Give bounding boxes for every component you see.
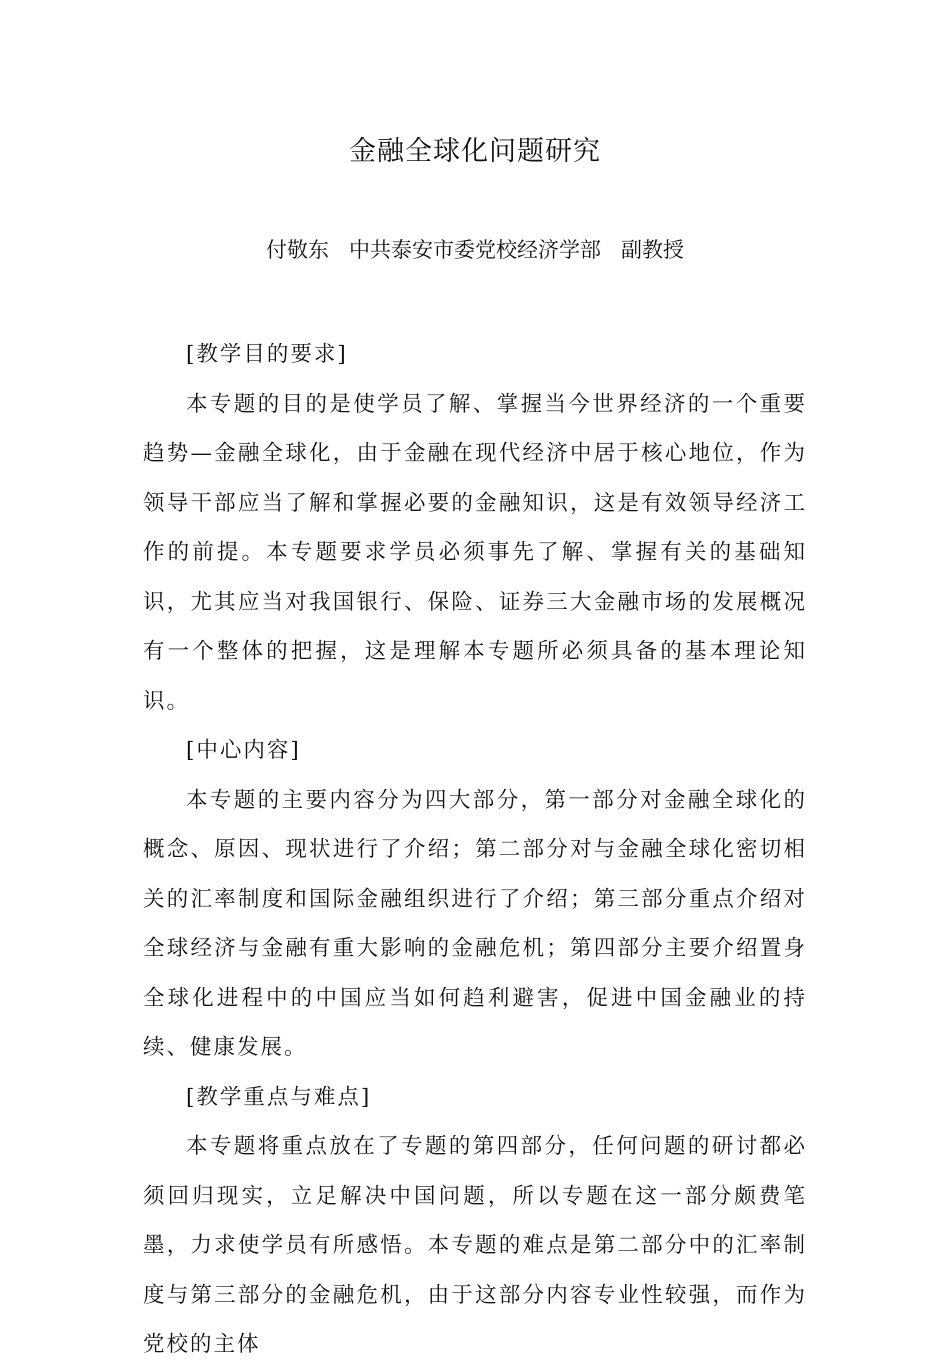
author-name: 付敬东 bbox=[265, 238, 329, 262]
author-position: 副教授 bbox=[621, 238, 685, 262]
section-heading-content: [中心内容] bbox=[186, 738, 301, 763]
section-heading-objectives: [教学目的要求] bbox=[186, 342, 348, 367]
paragraph-key-points: 本专题将重点放在了专题的第四部分，任何问题的研讨都必须回归现实，立足解决中国问题，所以专题在这一部分颇费笔墨，力求使学员有所感悟。本专题的难点是第二部分中的汇率制度与第三部分的金融危机，由于这部分内容专业性较强，而作为党校的主体 bbox=[143, 1134, 807, 1357]
document-title: 金融全球化问题研究 bbox=[349, 136, 601, 167]
section-heading-key-points: [教学重点与难点] bbox=[186, 1084, 372, 1110]
paragraph-content: 本专题的主要内容分为四大部分，第一部分对金融全球化的概念、原因、现状进行了介绍；第二部分对与金融全球化密切相关的汇率制度和国际金融组织进行了介绍；第三部分重点介绍对全球经济与金融有重大影响的金融危机；第四部分主要介绍置身全球化进程中的中国应当如何趋利避害，促进中国金融业的持续、健康发展。 bbox=[143, 787, 807, 1060]
paragraph-objectives: 本专题的目的是使学员了解、掌握当今世界经济的一个重要趋势—金融全球化，由于金融在现代经济中居于核心地位，作为领导干部应当了解和掌握必要的金融知识，这是有效领导经济工作的前提。本专题要求学员必须事先了解、掌握有关的基础知识，尤其应当对我国银行、保险、证券三大金融市场的发展概况有一个整体的把握，这是理解本专题所必须具备的基本理论知识。 bbox=[143, 391, 807, 714]
document-body bbox=[143, 330, 807, 1370]
author-line bbox=[0, 230, 950, 270]
author-organization: 中共泰安市委党校经济学部 bbox=[349, 238, 601, 262]
